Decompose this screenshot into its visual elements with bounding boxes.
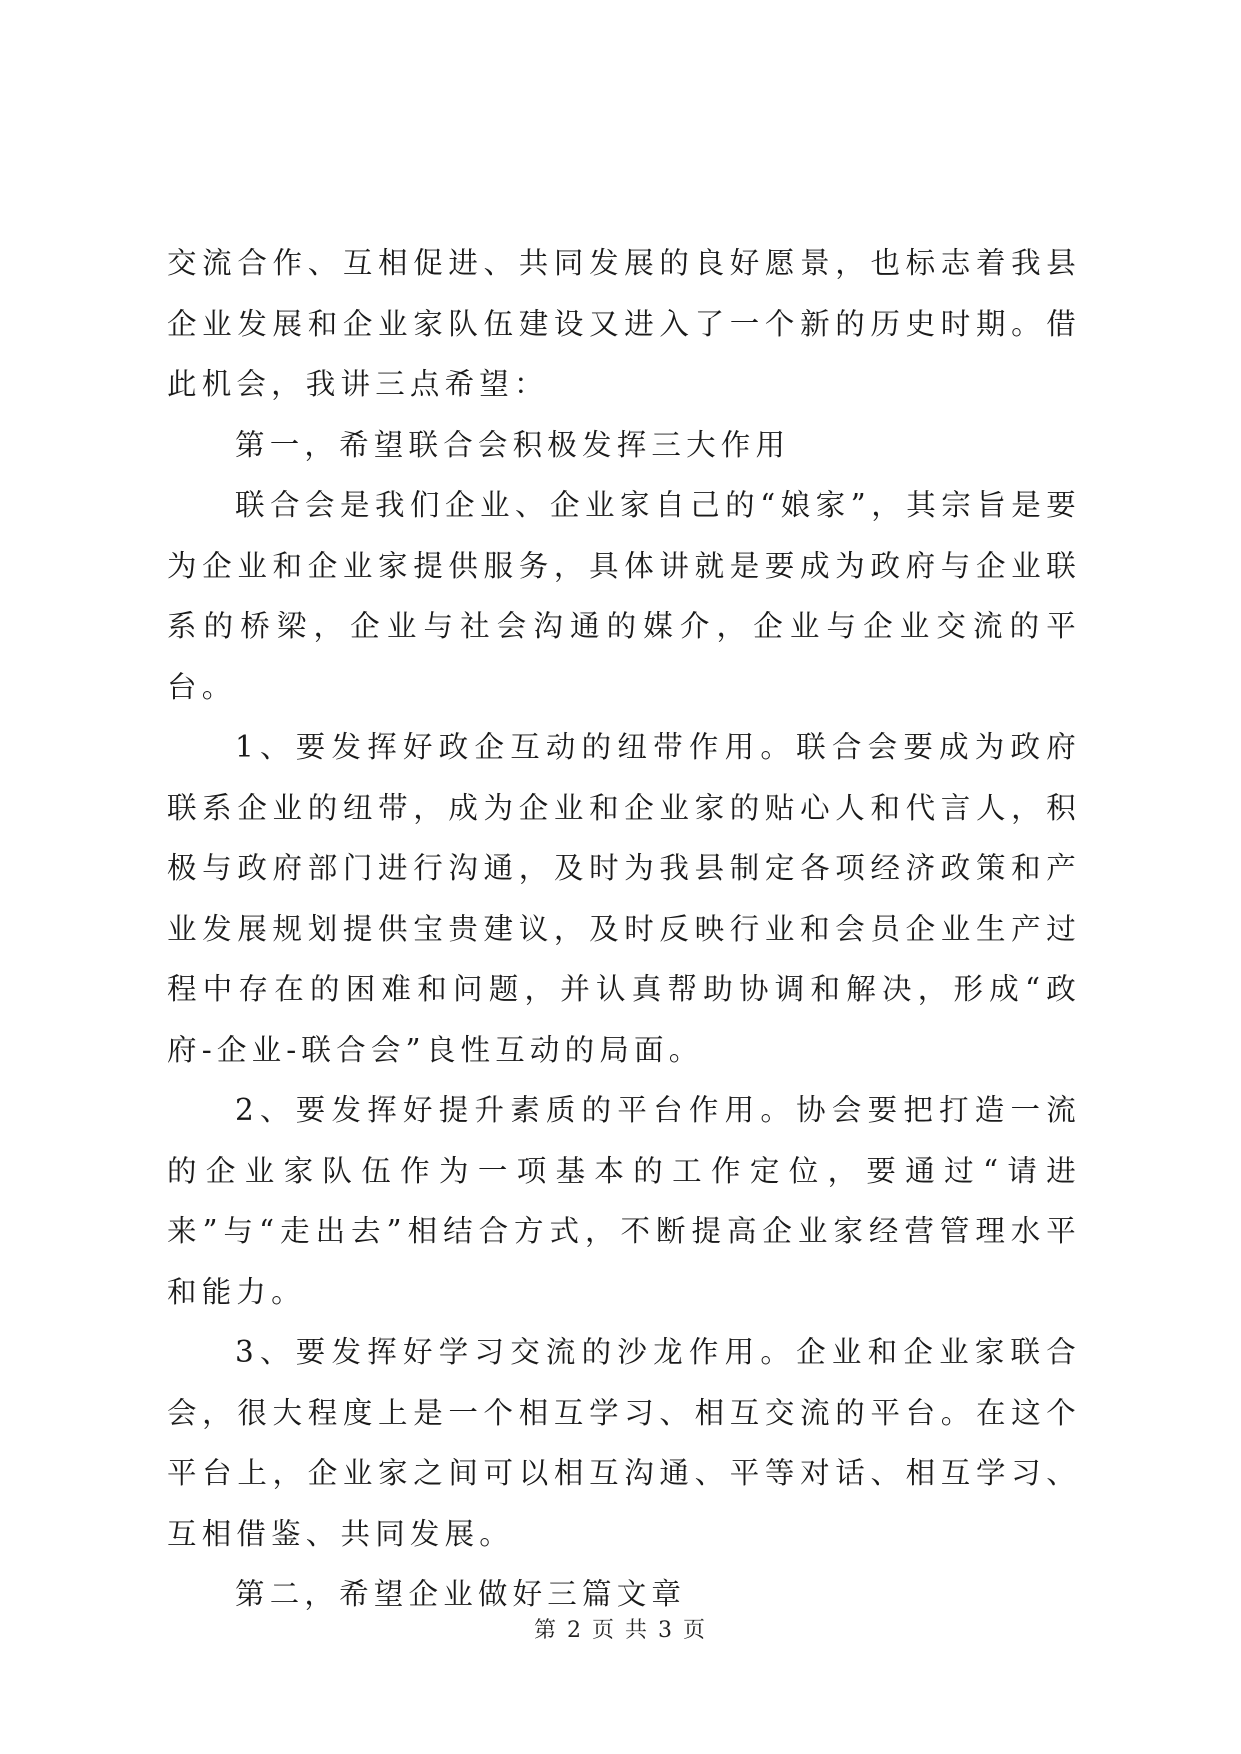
heading-first-hope: 第一，希望联合会积极发挥三大作用 <box>235 427 791 462</box>
paragraph-point-3: 3、要发挥好学习交流的沙龙作用。企业和企业家联合会，很大程度上是一个相互学习、相互交流的平台。在这个平台上，企业家之间可以相互沟通、平等对话、相互学习、互相借鉴、共同发展。 <box>167 1335 1081 1551</box>
heading-second-hope: 第二，希望企业做好三篇文章 <box>235 1577 687 1611</box>
document-body <box>167 233 1081 1625</box>
paragraph-point-1: 1、要发挥好政企互动的纽带作用。联合会要成为政府联系企业的纽带，成为企业和企业家的贴心人和代言人，积极与政府部门进行沟通，及时为我县制定各项经济政策和产业发展规划提供宝贵建议，及时反映行业和会员企业生产过程中存在的困难和问题，并认真帮助协调和解决，形成“政府-企业-联合会”良性互动的局面。 <box>167 730 1081 1067</box>
paragraph-federation-purpose: 联合会是我们企业、企业家自己的“娘家”，其宗旨是要为企业和企业家提供服务，具体讲就是要成为政府与企业联系的桥梁，企业与社会沟通的媒介，企业与企业交流的平台。 <box>167 488 1081 704</box>
paragraph-point-2: 2、要发挥好提升素质的平台作用。协会要把打造一流的企业家队伍作为一项基本的工作定位，要通过“请进来”与“走出去”相结合方式，不断提高企业家经营管理水平和能力。 <box>167 1093 1081 1309</box>
paragraph-intro: 交流合作、互相促进、共同发展的良好愿景，也标志着我县企业发展和企业家队伍建设又进入了一个新的历史时期。借此机会，我讲三点希望： <box>167 246 1081 401</box>
page-number-footer: 第 2 页 共 3 页 <box>534 1618 707 1643</box>
